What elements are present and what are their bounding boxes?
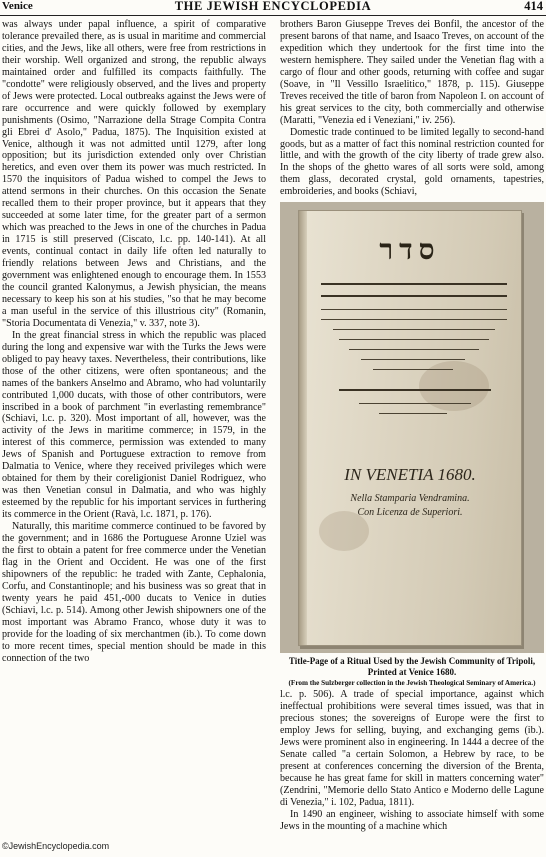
figure-source: (From the Sulzberger collection in the Jewish Theological Seminary of America.) <box>288 679 536 688</box>
paragraph: was always under papal influence, a spirit of comparative tolerance prevailed there, as is usual in maritime and commercial cities, and the Jews, like all others, were free from restrictions in their worship. Well organized and strong, the republic always maintained order and fulfilled its compacts faithfully. The "condotte" were religiously observed, and the lives and property of Jews were protected. Local outbreaks against the Jews were of rare occurrence and were quickly followed by exemplary punishments (Osimo, "Narrazione della Strage Compita Contra gli Ebrei d' Asolo," Padua, 1875). The Inquisition existed at Venice, although it was not admitted until 1279, after long opposition; but its jurisdiction extended only over Christian heretics, and even over them its power was much restricted. In 1570 the inquisitors of Padua wished to compel the Jews to attend sermons in their churches. On this occasion the Senate recalled them to their proper province, but it appears that they succeeded at some later time, for the greater part of a sermon which was preached to the Jews in one of the churches in Padua in 1715 is still preserved (Ciscato, l.c. pp. 140-141). At all events, continual contact in daily life often led naturally to friendly relations between Jews and Christians, and the government was enlightened enough to encourage them. In 1553 the council granted Kalonymus, a Jewish physician, the means necessary to keep his son at his studies, "so that he may become a man useful in the service of this illustrious city" (Romanin, "Storia Documentata di Venezia," v. 337, note 3). <box>2 19 266 329</box>
header-page-number: 414 <box>524 0 543 13</box>
header-article-name: Venice <box>2 0 33 12</box>
title-page-illustration <box>280 202 544 653</box>
book-spine <box>299 211 307 645</box>
paragraph: In the great financial stress in which the republic was placed during the long and expensive war with the Turks the Jews were obliged to pay heavy taxes. Nevertheless, their contributions, like those of the other citizens, were often spontaneous; and the names of the bankers Anselmo and Abramo, who had voluntarily contributed 1,000 ducats, with those of other contributors, were inscribed in a book of parchment "in everlasting remembrance" (Schiavi, l.c. p. 320). Most important of all, however, was the activity of the Jews in maritime commerce; in 1579, in the interest of this commerce, permission was extended to many Jews of Spanish and Portuguese extraction to remove from Dalmatia to Venice, where they received privileges which were obtained for them by their coreligionist Daniel Rodriguez, who was then Venetian consul in Dalmatia, and who was highly esteemed by the republic for his important services in furthering its commerce in the Orient (Ravà, l.c. 1871, p. 176). <box>2 329 266 521</box>
right-text-column <box>280 19 544 833</box>
imprint-city: IN VENETIA 1680. <box>344 465 476 485</box>
site-watermark: ©JewishEncyclopedia.com <box>2 841 110 851</box>
paragraph: Domestic trade continued to be limited legally to second-hand goods, but as a matter of fact this nominal restriction counted for little, and with the growth of the city liberty of trade grew also. In the shops of the ghetto wares of all sorts were sold, among them glass, decorated crystal, gold ornaments, tapestries, embroideries, and books (Schiavi, <box>280 126 544 198</box>
hebrew-title: סדר <box>379 235 441 267</box>
book-photograph <box>298 210 522 646</box>
running-header <box>0 0 546 16</box>
paragraph: l.c. p. 506). A trade of special importance, against which ineffectual prohibitions were several times issued, was that in precious stones; the sovereigns of Europe were the first to employ Jews for selling, buying, and exchanging gems (ib.). Jews were prominent also in engineering. In 1444 a decree of the Senate called "a certain Solomon, a Hebrew by race, to be present at conferences concerning the diversion of the Brenta, because he has great fame for skill in matters concerning water" (Zendrini, "Memorie dello Stato Antico e Moderno delle Lagune di Venezia," i. 102, Padua, 1811). <box>280 689 544 808</box>
paragraph: In 1490 an engineer, wishing to associate himself with some Jews in the mounting of a machine which <box>280 808 544 832</box>
header-publication-title: THE JEWISH ENCYCLOPEDIA <box>174 0 372 13</box>
left-text-column <box>2 19 266 664</box>
paragraph: brothers Baron Giuseppe Treves dei Bonfil, the ancestor of the present barons of that name, and Isaaco Treves, on account of the expedition which they undertook for the first time into the western hemisphere. They sailed under the Venetian flag with a cargo of flour and other goods, returning with coffee and sugar (Soave, in "Il Vessillo Israelitico," 1878, p. 115). Giuseppe Treves received the title of baron from Napoleon I. on account of his great services to the city, both commercially and otherwise (Maratti, "Venezia ed i Veneziani," iv. 256). <box>280 19 544 126</box>
paragraph: Naturally, this maritime commerce continued to be favored by the government; and in 1686 the Portuguese Aronne Uziel was the first to obtain a patent for free commerce under the Venetian flag in the Orient and Occident. He was one of the first shipowners of the republic: he traded with Zante, Cephalonia, Corfu, and Constantinople; and his business was so great that in twenty years he paid 451,-000 ducats to Venice in duties (Schiavi, l.c. p. 514). Among other Jewish shipowners one of the most important was Abramo Franco, whose duty it was to provide for the loading of six merchantmen (ib.). To come down to more recent times, special mention should be made in this connection of the two <box>2 521 266 664</box>
imprint-press: Nella Stamparia Vendramina. <box>350 493 470 505</box>
imprint-license: Con Licenza de Superiori. <box>357 507 463 519</box>
figure-caption: Title-Page of a Ritual Used by the Jewish Community of Tripoli, Printed at Venice 1680. <box>288 656 536 678</box>
header-rule <box>0 15 546 16</box>
